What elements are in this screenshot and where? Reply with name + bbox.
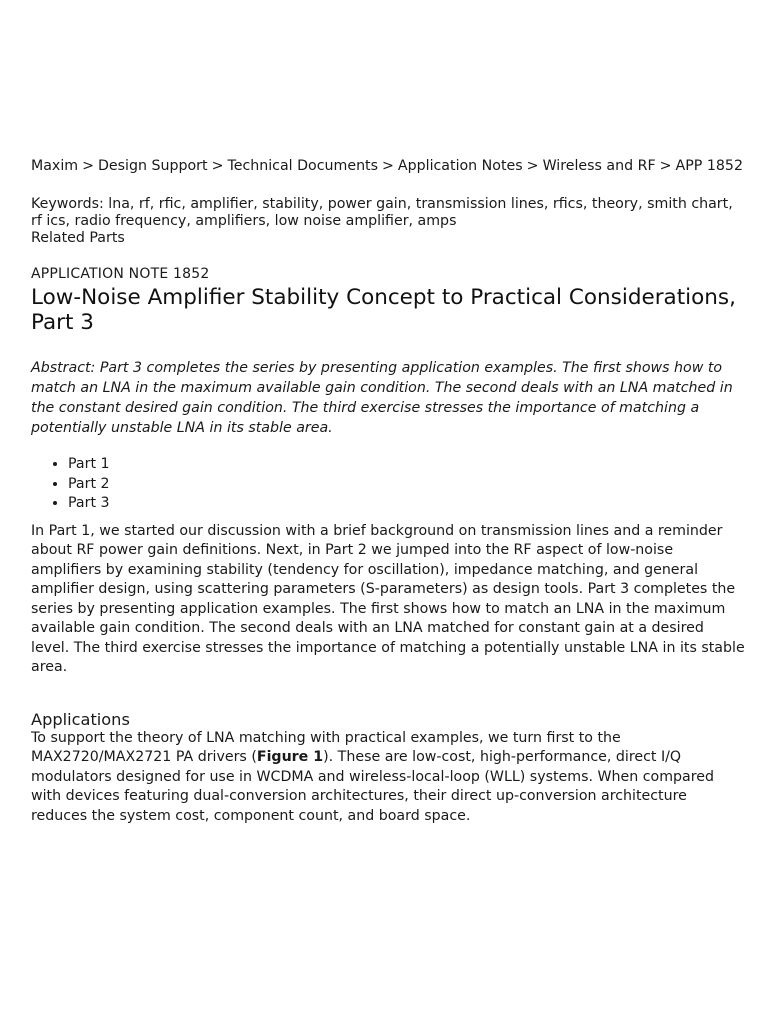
breadcrumb-separator: > <box>382 158 394 174</box>
part-1-link[interactable]: Part 1 <box>68 456 110 472</box>
breadcrumb-link-design-support[interactable]: Design Support <box>97 158 208 174</box>
breadcrumb-separator: > <box>659 158 672 174</box>
figure-1-link[interactable]: Figure 1 <box>256 749 324 765</box>
applications-paragraph <box>31 729 746 827</box>
abstract: Abstract: Part 3 completes the series by presenting application examples. The first shows how to match an LNA in the maximum available gain condition. The second deals with an LNA matched in the constant desired gain condition. The third exercise stresses the importance of matching a potentially unstable LNA in its stable area. <box>31 360 733 436</box>
list-item <box>68 494 746 514</box>
page-title: Low-Noise Amplifier Stability Concept to Practical Considerations, Part 3 <box>31 285 736 335</box>
keywords: Keywords: lna, rf, rfic, amplifier, stability, power gain, transmission lines, rfics, theory, smith chart, rf ics, radio frequency, amplifiers, low noise amplifier, amps <box>31 196 733 229</box>
breadcrumb-link-wireless-rf[interactable]: Wireless and RF <box>542 158 656 174</box>
parts-list <box>31 455 746 514</box>
breadcrumb-link-technical-documents[interactable]: Technical Documents <box>227 158 379 174</box>
breadcrumb-current-page: APP 1852 <box>675 158 743 174</box>
applications-heading: Applications <box>31 709 130 729</box>
breadcrumb-separator: > <box>82 158 94 174</box>
related-parts-link[interactable]: Related Parts <box>31 230 125 246</box>
applications-text-after: ). These are low-cost, high-performance, direct I/Q modulators designed for use in WCDMA and wireless-local-loop (WLL) systems. When compared with devices featuring dual-conversion architectures, their direct up-conversion architecture reduces the system cost, component count, and board space. <box>31 749 715 824</box>
list-item <box>68 455 746 475</box>
applications-text-before: To support the theory of LNA matching with practical examples, we turn first to the MAX2720/MAX2721 PA drivers ( <box>31 729 621 765</box>
article <box>31 156 746 826</box>
list-item <box>68 475 746 495</box>
breadcrumb <box>31 156 746 176</box>
part-3-link[interactable]: Part 3 <box>68 495 110 511</box>
breadcrumb-link-maxim[interactable]: Maxim <box>31 158 79 174</box>
app-note-label: APPLICATION NOTE 1852 <box>31 266 210 282</box>
breadcrumb-separator: > <box>211 158 224 174</box>
breadcrumb-link-application-notes[interactable]: Application Notes <box>397 158 523 174</box>
part-2-link[interactable]: Part 2 <box>68 475 110 492</box>
intro-paragraph: In Part 1, we started our discussion with a brief background on transmission lines and a reminder about RF power gain definitions. Next, in Part 2 we jumped into the RF aspect of low-noise amplifiers by examining stability (tendency for oscillation), impedance matching, and general amplifier design, using scattering parameters (S-parameters) as design tools. Part 3 completes the series by presenting application examples. The first shows how to match an LNA in the maximum available gain condition. The second deals with an LNA matched for constant gain at a desired level. The third exercise stresses the importance of matching a potentially unstable LNA in its stable area. <box>31 522 745 675</box>
breadcrumb-separator: > <box>526 158 539 174</box>
